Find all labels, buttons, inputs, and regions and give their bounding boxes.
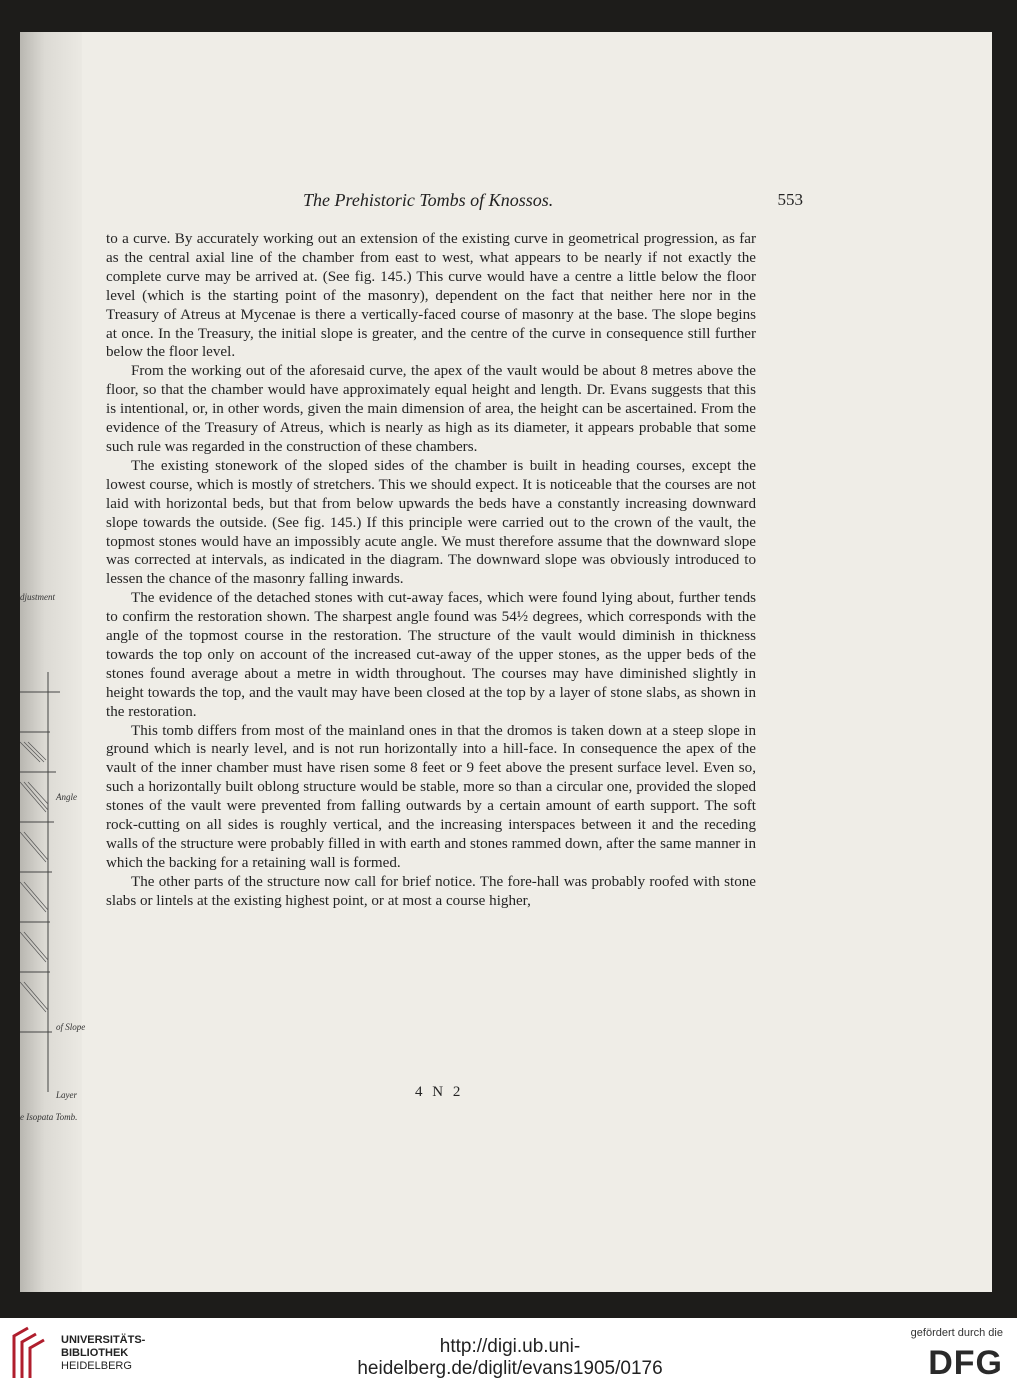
- paragraph: From the working out of the aforesaid curve, the apex of the vault would be about 8 metres above the floor, so that the chamber would have approximately equal height and length. Dr. Evans suggests that this is intentional, or, in other words, given the main dimension of area, the height can be ascertained. From the evidence of the Treasury of Atreus, which is nearly as high as its diameter, it appears probable that some such rule was regarded in the construction of these chambers.: [106, 363, 756, 455]
- margin-fragment: Angle: [56, 792, 77, 802]
- paragraph: to a curve. By accurately working out an extension of the existing curve in geometrical progression, as far as the central axial line of the chamber from east to west, what appears to be nearly if not exactly the complete curve may be arrived at. (See fig. 145.) This curve would have a centre a little below the floor level (which is the starting point of the masonry), dependent on the fact that neither here nor in the Treasury of Atreus at Mycenae is there a vertically-faced course of masonry at the base. The slope begins at once. In the Treasury, the initial slope is greater, and the centre of the curve in consequence still further below the floor level.: [106, 231, 756, 361]
- library-name-line: BIBLIOTHEK: [61, 1347, 129, 1359]
- signature-mark: 4 N 2: [415, 1084, 464, 1100]
- footer-bar: [0, 1318, 1017, 1390]
- library-name-line: HEIDELBERG: [61, 1360, 132, 1372]
- previous-page-diagram-fragment: [20, 672, 82, 1112]
- funding-caption: gefördert durch die: [910, 1327, 1003, 1339]
- running-head: [303, 190, 803, 212]
- page-number: 553: [777, 190, 803, 209]
- margin-fragment: e Isopata Tomb.: [20, 1112, 78, 1122]
- paragraph: This tomb differs from most of the mainland ones in that the dromos is taken down at a steep slope in ground which is nearly level, and is not run horizontally into a hill-face. In consequence the apex of the vault of the inner chamber must have risen some 8 feet or 9 feet above the present surface level. Even so, such a horizontally built oblong structure would be stable, more so than a circular one, provided the sloped stones of the vault were prevented from falling outwards by a certain amount of earth support. The soft rock-cutting on all sides is roughly vertical, and the increasing interspaces between it and the receding walls of the structure were probably filled in with earth and stones rammed down, after the same manner in which the backing for a retaining wall is formed.: [106, 722, 756, 871]
- library-name-line: UNIVERSITÄTS-: [61, 1334, 146, 1346]
- body-text: [106, 230, 756, 911]
- library-logo-icon: [10, 1326, 54, 1382]
- running-title: The Prehistoric Tombs of Knossos.: [303, 190, 554, 210]
- margin-fragment: djustment: [20, 592, 55, 602]
- dfg-logo: DFG: [928, 1344, 1003, 1382]
- permalink-url[interactable]: http://digi.ub.uni-heidelberg.de/diglit/evans1905/0176: [357, 1336, 663, 1379]
- paragraph: The other parts of the structure now call for brief notice. The fore-hall was probably roofed with stone slabs or lintels at the existing highest point, or at most a course higher,: [106, 873, 756, 909]
- previous-page-edge: [20, 32, 86, 1292]
- book-page: [20, 32, 992, 1292]
- paragraph: The evidence of the detached stones with cut-away faces, which were found lying about, further tends to confirm the restoration shown. The sharpest angle found was 54½ degrees, which corresponds with the angle of the topmost course in the restoration. The structure of the vault would diminish in thickness towards the top only on account of the increased cut-away of the upper stones, as the upper beds of the stones found average about a metre in width throughout. The courses may have diminished slightly in height towards the top, and the vault may have been closed at the top by a layer of stone slabs, as shown in the restoration.: [106, 590, 756, 720]
- paragraph: The existing stonework of the sloped sides of the chamber is built in heading courses, except the lowest course, which is mostly of stretchers. This we should expect. It is noticeable that the courses are not laid with horizontal beds, but that from below upwards the beds have a constantly increasing downward slope towards the outside. (See fig. 145.) If this principle were carried out to the crown of the vault, the topmost stones would have an impossibly acute angle. We must therefore assume that the downward slope was corrected at intervals, as indicated in the diagram. The downward slope was obviously introduced to lessen the chance of the masonry falling inwards.: [106, 457, 756, 588]
- margin-fragment: of Slope: [56, 1022, 86, 1032]
- margin-fragment: Layer: [56, 1090, 77, 1100]
